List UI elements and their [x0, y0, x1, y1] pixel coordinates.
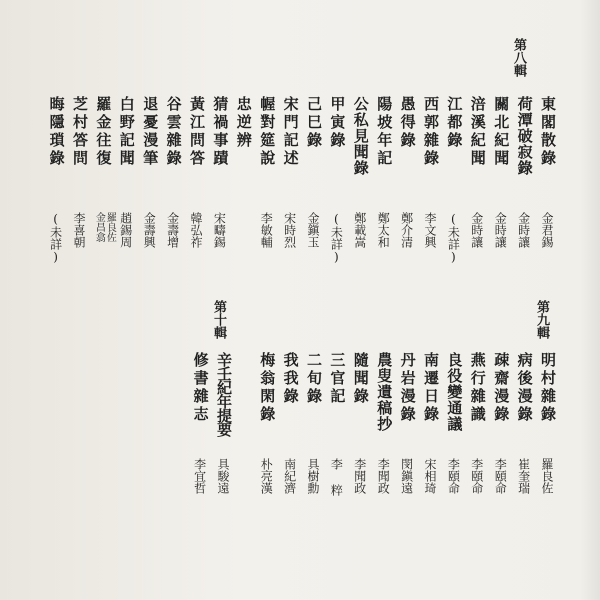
vol8-entry-title: 西郭雜錄: [422, 96, 440, 168]
vol8-entry-title: 晦隱瑣錄: [47, 96, 66, 168]
vol8-entry-title: 谷雲雜錄: [164, 96, 183, 168]
vol8-entry-title: 公私見聞錄: [351, 96, 370, 176]
vol9-entry-title: 疎齋漫錄: [492, 352, 511, 424]
vol9-entry-author: 宋相琦: [423, 458, 437, 494]
vol10-entry-author: 李宜哲: [192, 458, 207, 494]
vol8-entry-title: 宋門記述: [281, 96, 300, 168]
vol8-entry-author: 鄭介清: [399, 212, 414, 248]
vol8-entry-author: 趙錫周: [118, 212, 133, 248]
vol8-entry-author: 宋疇錫: [212, 212, 227, 248]
vol9-entry-title: 三官記: [328, 352, 347, 406]
vol9-entry-author: 閔鎭遠: [399, 458, 414, 494]
page-edge-shadow: [580, 0, 600, 600]
vol8-entry-author: 金時讓: [516, 212, 531, 248]
vol9-entry-title: 梅翁閑錄: [258, 352, 277, 424]
vol9-entry-title: 二旬錄: [305, 352, 323, 406]
vol8-entry-author: (未詳): [329, 212, 344, 264]
vol9-entry-author: 具樹勳: [306, 458, 320, 494]
vol9-entry-title: 燕行雜識: [468, 352, 487, 424]
vol8-entry-author: 羅良佐 金昌翕: [93, 212, 116, 242]
vol9-entry-title: 病後漫錄: [515, 352, 534, 424]
vol9-entry-title: 隨聞錄: [351, 352, 370, 406]
vol9-entry-title: 良役變通議: [445, 352, 464, 432]
vol10-entry-title: 修書雜志: [191, 352, 210, 424]
vol8-entry-title: 猜禍事蹟: [211, 96, 230, 168]
vol8-entry-author: (未詳): [48, 212, 63, 264]
vol10-entry-author: 具駿遠: [216, 458, 230, 494]
vol9-entry-author: 崔奎瑞: [516, 458, 531, 494]
vol9-entry-author: 李聞政: [376, 458, 391, 494]
vol8-entry-title: 己巳錄: [305, 96, 323, 150]
vol9-entry-title: 我我錄: [281, 352, 300, 406]
vol9-entry-title: 農叟遺稿抄: [375, 352, 394, 432]
vol8-entry-author: 鄭太和: [376, 212, 391, 248]
vol9-entry-title: 明村雜錄: [539, 352, 557, 424]
vol8-entry-title: 芝村答問: [71, 96, 89, 168]
vol8-entry-title: 忠逆辨: [234, 96, 253, 150]
vol8-entry-title: 白野記聞: [117, 96, 136, 168]
vol9-entry-author: 李 粹: [329, 458, 344, 496]
vol8-entry-author: (未詳): [446, 212, 461, 264]
vol8-entry-title: 陽坡年記: [375, 96, 394, 168]
vol10-heading: 第十輯: [211, 300, 226, 339]
vol9-entry-author: 朴亮漢: [259, 458, 274, 494]
vol8-entry-author: 金君錫: [540, 212, 554, 248]
vol8-entry-author: 金時讓: [493, 212, 508, 248]
vol9-entry-author: 李頤命: [446, 458, 461, 494]
vol9-entry-author: 南紀濟: [282, 458, 297, 494]
vol8-entry-author: 鄭載嵩: [352, 212, 367, 248]
vol8-entry-author: 李文興: [423, 212, 437, 248]
vol8-entry-author: 李喜朝: [72, 212, 86, 248]
vol9-heading: 第九輯: [534, 300, 549, 339]
vol8-entry-author: 韓弘祚: [189, 212, 203, 248]
vol8-entry-title: 羅金往復: [94, 96, 113, 168]
vol8-entry-title: 東閣散錄: [539, 96, 557, 168]
vol8-entry-title: 幄對筵說: [258, 96, 277, 168]
vol8-entry-title: 涪溪紀聞: [468, 96, 487, 168]
vol8-entry-author: 金鎭玉: [306, 212, 320, 248]
vol9-entry-author: 羅良佐: [540, 458, 554, 494]
vol9-entry-author: 李頤命: [469, 458, 484, 494]
vol8-entry-author: 金壽興: [142, 212, 157, 248]
vol8-entry-title: 江都錄: [445, 96, 464, 150]
vol10-entry-title: 辛壬紀年提要: [215, 352, 233, 436]
vol8-entry-author: 金時讓: [469, 212, 484, 248]
vol8-entry-title: 退憂漫筆: [141, 96, 160, 168]
vol8-entry-author: 金壽增: [165, 212, 180, 248]
vol8-entry-title: 黃江問答: [188, 96, 206, 168]
vol9-entry-author: 李頤命: [493, 458, 508, 494]
vol8-entry-title: 甲寅錄: [328, 96, 347, 150]
vol8-entry-title: 荷潭破寂錄: [515, 96, 534, 176]
vol8-heading: 第八輯: [511, 38, 526, 77]
vol9-entry-title: 丹岩漫錄: [398, 352, 417, 424]
vol8-entry-author: 李敏輔: [259, 212, 274, 248]
vol9-entry-title: 南遷日錄: [422, 352, 440, 424]
vol8-entry-author: 宋時烈: [282, 212, 297, 248]
vol8-entry-title: 愚得錄: [398, 96, 417, 150]
vol8-entry-title: 關北紀聞: [492, 96, 511, 168]
vol9-entry-author: 李聞政: [352, 458, 367, 494]
